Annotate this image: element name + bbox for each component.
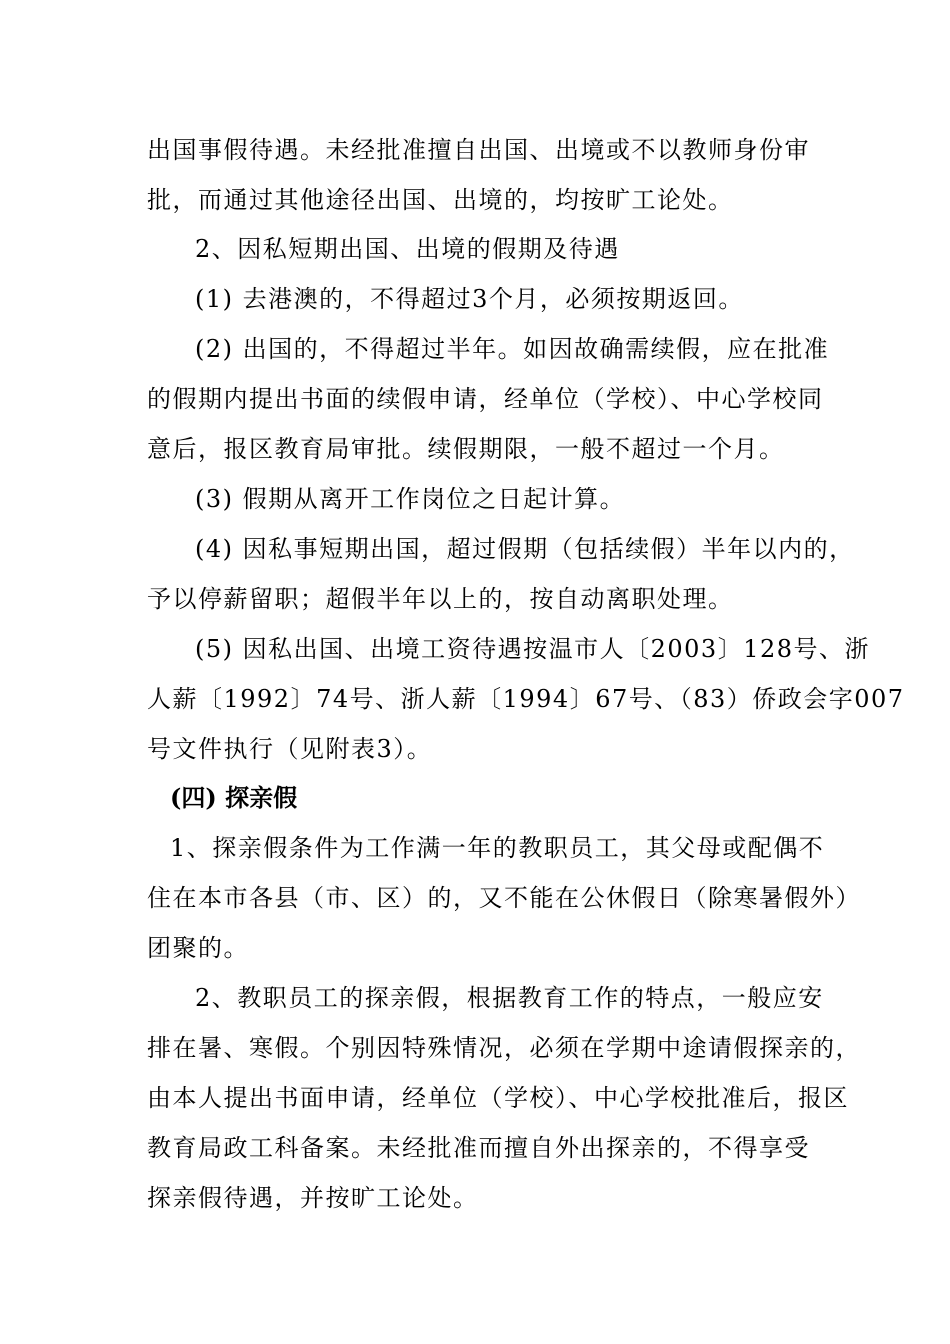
paragraph-line: 的假期内提出书面的续假申请，经单位（学校）、中心学校同 [147, 385, 824, 413]
paragraph-line: 住在本市各县（市、区）的，又不能在公休假日（除寒暑假外） [147, 884, 861, 912]
paragraph-line: 教育局政工科备案。未经批准而擅自外出探亲的，不得享受 [147, 1134, 810, 1162]
paragraph-line: (4) 因私事短期出国，超过假期（包括续假）半年以内的， [195, 535, 855, 563]
paragraph-line: 2、教职员工的探亲假，根据教育工作的特点，一般应安 [195, 984, 824, 1012]
paragraph-line: (2) 出国的，不得超过半年。如因故确需续假，应在批准 [195, 335, 830, 363]
paragraph-line: 探亲假待遇，并按旷工论处。 [147, 1184, 479, 1212]
paragraph-line: 予以停薪留职；超假半年以上的，按自动离职处理。 [147, 585, 734, 613]
section-heading: (四) 探亲假 [170, 783, 298, 812]
paragraph-line: 2、因私短期出国、出境的假期及待遇 [195, 235, 620, 263]
paragraph-line: 由本人提出书面申请，经单位（学校）、中心学校批准后，报区 [147, 1084, 849, 1112]
paragraph-line: 人薪〔1992〕74号、浙人薪〔1994〕67号、（83）侨政会字007 [147, 685, 905, 713]
paragraph-line: 出国事假待遇。未经批准擅自出国、出境或不以教师身份审 [147, 136, 810, 164]
paragraph-line: 团聚的。 [147, 934, 249, 962]
paragraph-line: 意后，报区教育局审批。续假期限，一般不超过一个月。 [147, 435, 785, 463]
paragraph-line: (1) 去港澳的，不得超过3个月，必须按期返回。 [195, 285, 744, 313]
paragraph-line: 排在暑、寒假。个别因特殊情况，必须在学期中途请假探亲的， [147, 1034, 861, 1062]
paragraph-line: (3) 假期从离开工作岗位之日起计算。 [195, 485, 626, 513]
paragraph-line: 批，而通过其他途径出国、出境的，均按旷工论处。 [147, 186, 734, 214]
paragraph-line: 1、探亲假条件为工作满一年的教职员工，其父母或配偶不 [170, 834, 825, 862]
paragraph-line: (5) 因私出国、出境工资待遇按温市人〔2003〕128号、浙 [195, 635, 871, 663]
paragraph-line: 号文件执行（见附表3）。 [147, 735, 433, 763]
